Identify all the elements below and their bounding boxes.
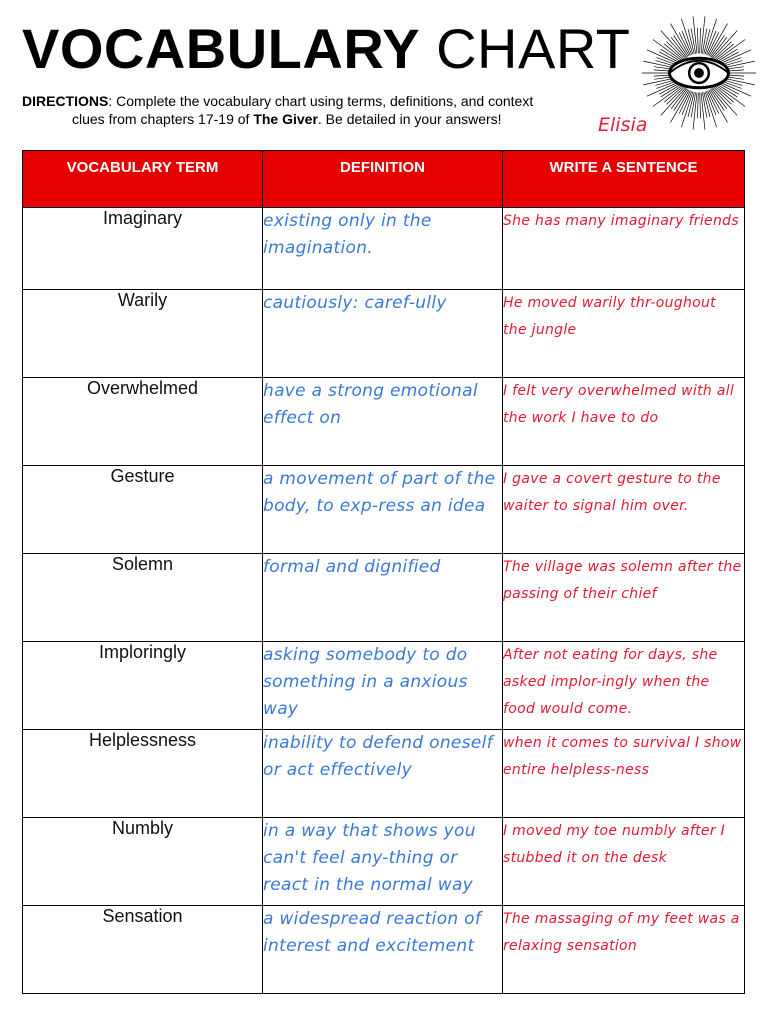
table-row xyxy=(23,378,745,466)
definition-cell-text: existing only in the imagination. xyxy=(263,211,432,258)
table-row xyxy=(23,290,745,378)
term-cell xyxy=(23,730,263,818)
directions-text-2a: clues from chapters 17-19 of xyxy=(72,111,254,127)
sentence-cell[interactable] xyxy=(503,208,745,290)
table-row xyxy=(23,818,745,906)
term-cell xyxy=(23,818,263,906)
definition-cell-text: have a strong emotional effect on xyxy=(263,381,478,428)
sentence-cell[interactable] xyxy=(503,730,745,818)
definition-cell-text: inability to defend oneself or act effectively xyxy=(263,733,493,780)
vocabulary-table xyxy=(22,150,745,994)
sentence-cell-text: The massaging of my feet was a relaxing sensation xyxy=(503,911,740,954)
definition-cell[interactable] xyxy=(263,642,503,730)
definition-cell-text: a movement of part of the body, to exp-ress an idea xyxy=(263,469,496,516)
term-cell xyxy=(23,466,263,554)
definition-cell[interactable] xyxy=(263,466,503,554)
table-row xyxy=(23,642,745,730)
sentence-cell[interactable] xyxy=(503,378,745,466)
header-vocabulary-term: VOCABULARY TERM xyxy=(23,151,263,208)
definition-cell[interactable] xyxy=(263,554,503,642)
sentence-cell-text: He moved warily thr-oughout the jungle xyxy=(503,295,716,338)
title-light: CHART xyxy=(436,17,631,80)
sentence-cell-text: After not eating for days, she asked implor-ingly when the food would come. xyxy=(503,647,718,717)
term-cell-text: Warily xyxy=(117,290,168,310)
term-cell-text: Helplessness xyxy=(88,730,197,750)
table-row xyxy=(23,208,745,290)
definition-cell[interactable] xyxy=(263,378,503,466)
term-cell-text: Solemn xyxy=(111,554,174,574)
term-cell xyxy=(23,290,263,378)
sentence-cell-text: I moved my toe numbly after I stubbed it on the desk xyxy=(503,823,726,866)
table-row xyxy=(23,466,745,554)
header-definition: DEFINITION xyxy=(263,151,503,208)
table-row xyxy=(23,906,745,994)
term-cell xyxy=(23,378,263,466)
sentence-cell[interactable] xyxy=(503,554,745,642)
definition-cell[interactable] xyxy=(263,906,503,994)
directions-text-2b: . Be detailed in your answers! xyxy=(317,111,502,127)
term-cell-text: Imploringly xyxy=(98,642,187,662)
sentence-cell[interactable] xyxy=(503,290,745,378)
sentence-cell-text: I gave a covert gesture to the waiter to signal him over. xyxy=(503,471,721,514)
definition-cell-text: asking somebody to do something in a anxious way xyxy=(263,645,468,719)
term-cell xyxy=(23,208,263,290)
term-cell-text: Sensation xyxy=(102,906,183,926)
term-cell-text: Overwhelmed xyxy=(86,378,199,398)
term-cell xyxy=(23,554,263,642)
sentence-cell-text: The village was solemn after the passing of their chief xyxy=(503,559,742,602)
sentence-cell[interactable] xyxy=(503,642,745,730)
definition-cell[interactable] xyxy=(263,208,503,290)
term-cell xyxy=(23,642,263,730)
term-cell-text: Gesture xyxy=(110,466,175,486)
definition-cell-text: a widespread reaction of interest and excitement xyxy=(263,909,482,956)
definition-cell[interactable] xyxy=(263,290,503,378)
sentence-cell-text: I felt very overwhelmed with all the work I have to do xyxy=(503,383,735,426)
sentence-cell[interactable] xyxy=(503,906,745,994)
term-cell-text: Numbly xyxy=(111,818,173,838)
table-row xyxy=(23,554,745,642)
book-title: The Giver xyxy=(253,111,318,127)
definition-cell-text: formal and dignified xyxy=(263,557,441,577)
header-write-a-sentence: WRITE A SENTENCE xyxy=(503,151,745,208)
table-row xyxy=(23,730,745,818)
definition-cell-text: in a way that shows you can't feel any-thing or react in the normal way xyxy=(263,821,476,895)
page-title xyxy=(22,14,630,84)
table-header-row xyxy=(23,151,745,208)
directions xyxy=(22,92,622,128)
directions-line-2 xyxy=(22,110,622,128)
definition-cell-text: cautiously: caref-ully xyxy=(263,293,447,313)
term-cell xyxy=(23,906,263,994)
title-bold: VOCABULARY xyxy=(22,17,421,80)
sentence-cell-text: when it comes to survival I show entire helpless-ness xyxy=(503,735,742,778)
directions-text-1: : Complete the vocabulary chart using terms, definitions, and context xyxy=(108,93,534,109)
sentence-cell[interactable] xyxy=(503,466,745,554)
directions-label: DIRECTIONS xyxy=(22,93,109,109)
sentence-cell-text: She has many imaginary friends xyxy=(503,213,739,229)
definition-cell[interactable] xyxy=(263,818,503,906)
student-name: Elisia xyxy=(598,114,648,136)
term-cell-text: Imaginary xyxy=(102,208,183,228)
all-seeing-eye-icon xyxy=(640,14,758,132)
definition-cell[interactable] xyxy=(263,730,503,818)
sentence-cell[interactable] xyxy=(503,818,745,906)
